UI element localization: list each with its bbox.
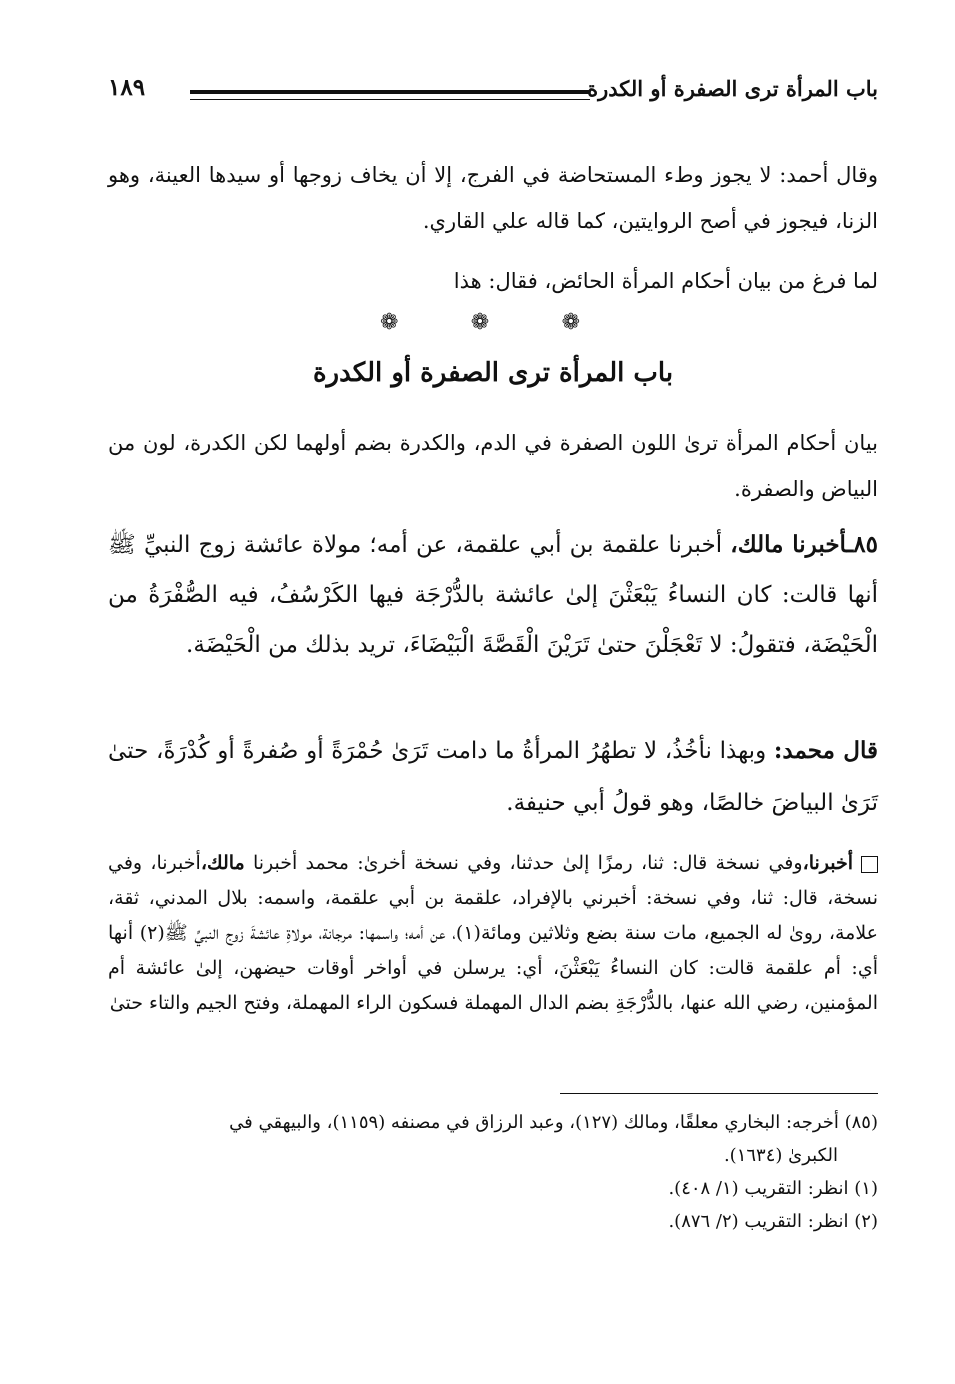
muhammad-lead: قال محمد: [773,737,878,764]
commentary-lead-2: مالك، [200,852,245,874]
commentary-paragraph [108,846,878,1021]
hadith-paragraph [108,520,878,670]
muhammad-text: وبهذا نأخُذُ، لا تطهُرُ المرأةُ ما دامت تَرَىٰ حُمْرَةً أو صُفرةً أو كُدْرَةً، حتىٰ تَرَىٰ البياضَ خالصًا، وهو قولُ أبي حنيفة. [108,738,878,816]
paragraph-chapter-intro: بيان أحكام المرأة ترىٰ اللون الصفرة في الدم، والكدرة بضم أولهما لكن الكدرة، لون من البياض والصفرة. [108,431,878,501]
footnote-1: (١) انظر: التقريب (١/ ٤٠٨). [668,1178,878,1199]
footnote-85-continuation: الكبرىٰ (١٦٣٤). [723,1145,838,1166]
commentary-text-2: أخبرنا، وفي نسخة، قال: ثنا، وفي نسخة: أخبرني بالإفراد، علقمة بن أبي علقمة، واسمه: بلال المدني، ثقة، علامة، روىٰ له الجميع، مات سنة بضع وثلاثين ومائة(١)، عن أمه؛ واسمها: مرجانة، مولاةِ عائشةَ زوج النبيِّ ﷺ(٢) أنها أي: أم علقمة قالت: كان النساءُ يَبْعَثْنَ، أي: يرسلن في أواخر أوقات حيضهن، إلىٰ عائشة أم المؤمنين، رضي الله عنها، بالدُّرْجَةِ بضم الدال المهملة فسكون الراء المهملة، وفتح الجيم والتاء حتىٰ [108,852,878,1014]
muhammad-paragraph [108,725,878,829]
running-header [108,72,878,112]
footnote-divider [560,1093,878,1094]
footnote-85: (٨٥) أخرجه: البخاري معلقًا، ومالك (١٢٧)، وعبد الرزاق في مصنفه (١١٥٩)، والبيهقي في [229,1112,878,1133]
hadith-number: ٨٥ـ [846,531,879,558]
star-ornament: ❁ [380,310,399,335]
paragraph-ahmad: وقال أحمد: لا يجوز وطء المستحاضة في الفرج، إلا أن يخاف زوجها أو سيدها العينة، وهو الزنا، فيجوز في أصح الروايتين، كما قاله علي القاري. [108,163,878,233]
footnote-2: (٢) انظر: التقريب (٢/ ٨٧٦). [668,1211,878,1232]
commentary-lead-1: أخبرنا، [802,852,854,874]
paragraph-transition: لما فرغ من بيان أحكام المرأة الحائض، فقال: هذا [453,269,878,293]
star-ornament: ❁ [470,310,490,335]
header-title: باب المرأة ترى الصفرة أو الكدرة [587,76,878,101]
star-ornament: ❁ [561,310,580,335]
header-rule [190,90,590,94]
hadith-lead: أخبرنا مالك، [730,531,847,558]
chapter-title: باب المرأة ترى الصفرة أو الكدرة [312,358,674,388]
commentary-box-marker [861,856,878,873]
page-number: ١٨٩ [108,74,146,101]
footnotes [108,1106,878,1238]
commentary-text-1: وفي نسخة قال: ثنا، رمزًا إلىٰ حدثنا، وفي نسخة أخرىٰ: محمد أخبرنا [252,852,803,874]
section-separator [380,310,580,335]
hadith-text: أخبرنا علقمة بن أبي علقمة، عن أمه؛ مولاة عائشة زوج النبيِّ ﷺ أنها قالت: كان النساءُ يَبْعَثْنَ إلىٰ عائشة بالدُّرْجَة فيها الكَرْسُفُ، فيه الصُّفْرَةُ من الْحَيْضَة، فتقولُ: لا تَعْجَلْنَ حتىٰ تَرَيْنَ الْقَصَّةَ الْبَيْضَاءَ، تريد بذلك من الْحَيْضَة. [108,532,878,658]
